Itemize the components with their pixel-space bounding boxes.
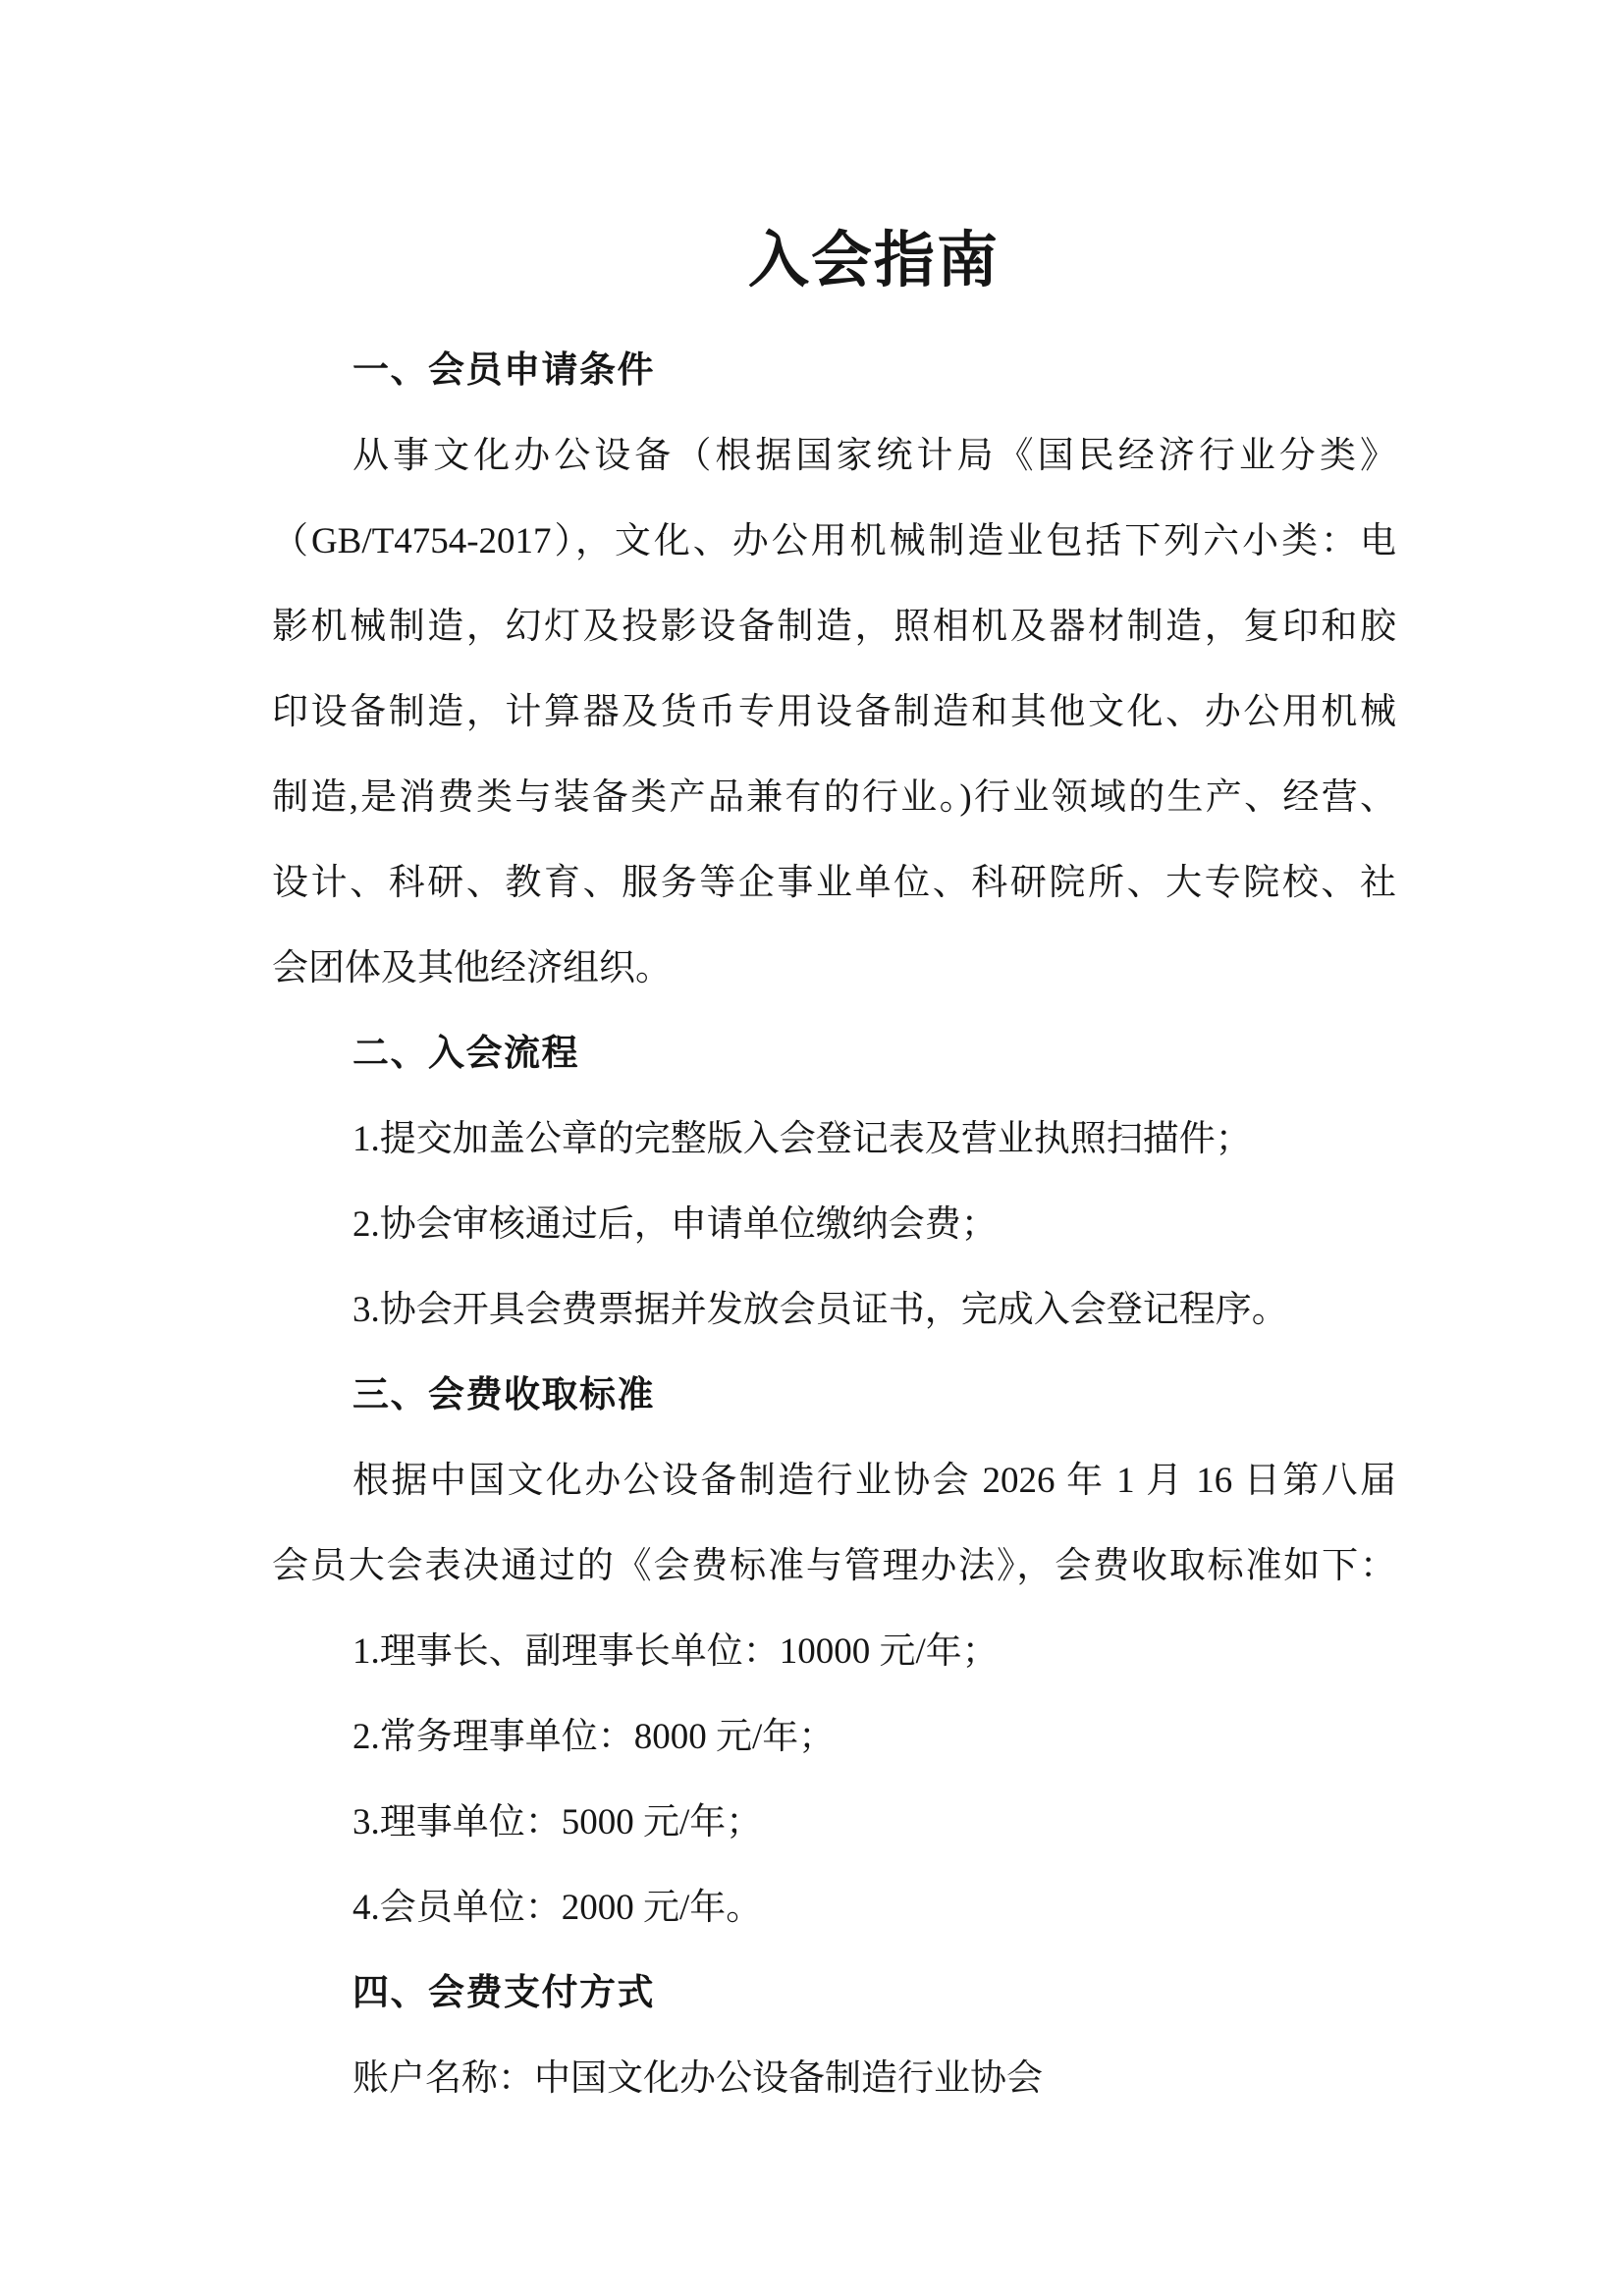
list-item: 2.协会审核通过后，申请单位缴纳会费；: [352, 1204, 998, 1245]
paragraph-line: 制造,是消费类与装备类产品兼有的行业。)行业领域的生产、经营、: [272, 777, 1396, 818]
section-heading: 三、会费收取标准: [352, 1375, 655, 1415]
list-item: 1.提交加盖公章的完整版入会登记表及营业执照扫描件；: [352, 1119, 1252, 1159]
list-item: 3.理事单位：5000 元/年；: [352, 1802, 763, 1842]
list-item: 2.常务理事单位：8000 元/年；: [352, 1717, 836, 1757]
paragraph-line: 根据中国文化办公设备制造行业协会 2026 年 1 月 16 日第八届: [352, 1461, 1396, 1501]
account-name-line: 账户名称：中国文化办公设备制造行业协会: [352, 2058, 1043, 2099]
section-heading: 二、入会流程: [352, 1034, 579, 1074]
section-application-process: [272, 1011, 1396, 1353]
paragraph-line: （GB/T4754-2017），文化、办公用机械制造业包括下列六小类：电: [272, 521, 1396, 561]
section-payment-method: [272, 1950, 1396, 2121]
paragraph-line: 影机械制造，幻灯及投影设备制造，照相机及器材制造，复印和胶: [272, 607, 1396, 647]
section-heading: 四、会费支付方式: [352, 1973, 655, 2013]
paragraph-line: 从事文化办公设备（根据国家统计局《国民经济行业分类》: [352, 436, 1396, 476]
section-heading: 一、会员申请条件: [352, 350, 655, 391]
list-item: 1.理事长、副理事长单位：10000 元/年；: [352, 1631, 999, 1672]
section-membership-conditions: [272, 328, 1396, 1011]
document-title: 入会指南: [747, 228, 1000, 294]
paragraph-line: 印设备制造，计算器及货币专用设备制造和其他文化、办公用机械: [272, 692, 1396, 732]
list-item: 3.协会开具会费票据并发放会员证书，完成入会登记程序。: [352, 1290, 1288, 1330]
section-fee-standards: [272, 1353, 1396, 1950]
paragraph-line: 会员大会表决通过的《会费标准与管理办法》，会费收取标准如下：: [272, 1546, 1396, 1586]
list-item: 4.会员单位：2000 元/年。: [352, 1888, 763, 1928]
document-body: [272, 328, 1396, 2121]
paragraph-line: 设计、科研、教育、服务等企事业单位、科研院所、大专院校、社: [272, 863, 1396, 903]
paragraph-line: 会团体及其他经济组织。: [272, 948, 672, 988]
